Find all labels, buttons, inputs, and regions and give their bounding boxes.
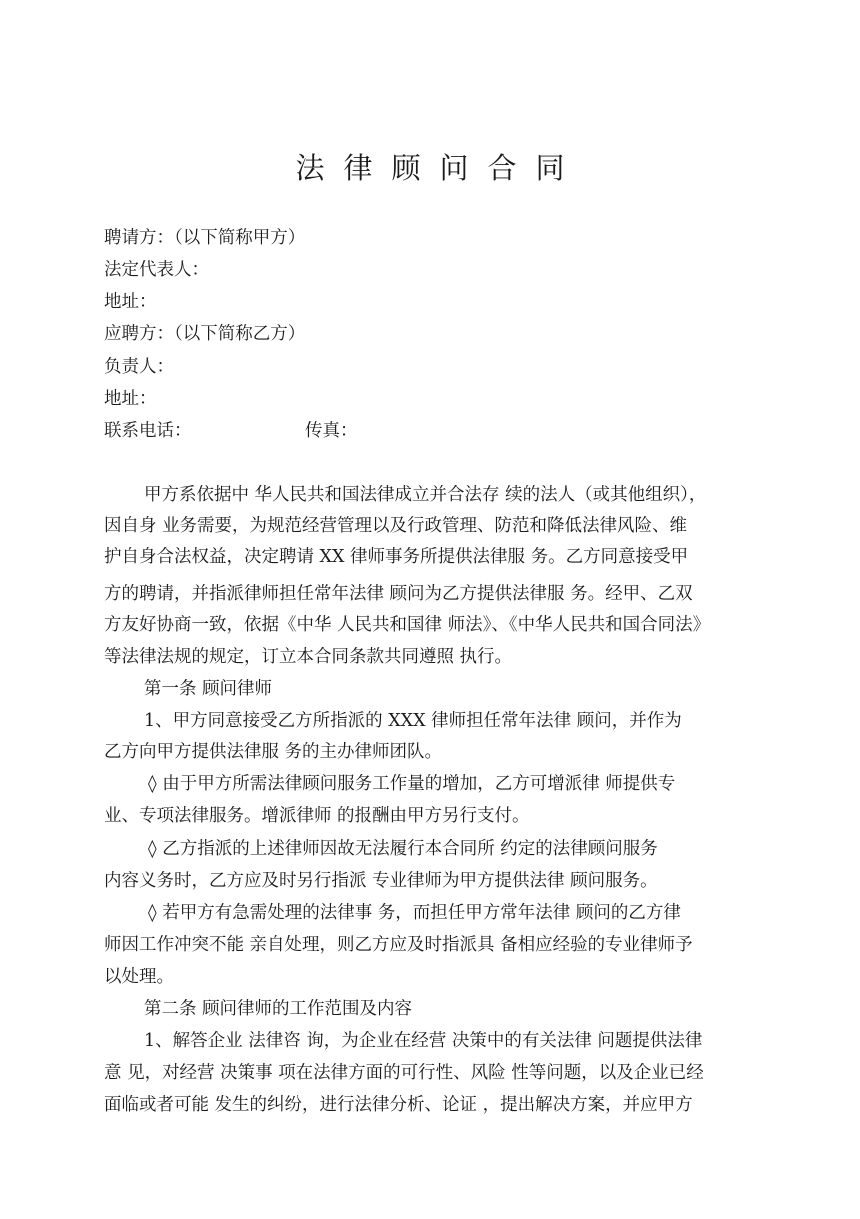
employer-line: 聘请方：（以下简称甲方）: [104, 228, 306, 248]
body-line: 以处理。: [104, 967, 174, 987]
contact-line: [104, 419, 358, 443]
body-line: 方友好协商一致，依据《中华 人民共和国律 师法》、《中华人民共和国合同法》: [104, 615, 711, 635]
bullet-line: ◊ 若甲方有急需处理的法律事 务，而担任甲方常年法律 顾问的乙方律: [148, 903, 681, 923]
body-line: 因自身 业务需要，为规范经营管理以及行政管理、防范和降低法律风险、维: [104, 516, 688, 536]
fax-label: 传真：: [305, 421, 358, 441]
bullet-line: ◊ 乙方指派的上述律师因故无法履行本合同所 约定的法律顾问服务: [148, 839, 658, 859]
page-title: 法律顾问合同: [295, 151, 584, 185]
body-line: 业、专项法律服务。增派律师 的报酬由甲方另行支付。: [104, 806, 530, 826]
bullet-line: ◊ 由于甲方所需法律顾问服务工作量的增加，乙方可增派律 师提供专: [148, 774, 676, 794]
body-line: 等法律法规的规定，订立本合同条款共同遵照 执行。: [104, 647, 513, 667]
body-line: 护自身合法权益，决定聘请 XX 律师事务所提供法律服 务。乙方同意接受甲: [104, 547, 689, 567]
body-line: 乙方向甲方提供法律服 务的主办律师团队。: [104, 742, 443, 762]
legal-representative-line: 法定代表人：: [104, 260, 209, 280]
body-line: 方的聘请，并指派律师担任常年法律 顾问为乙方提供法律服 务。经甲、乙双: [104, 584, 693, 604]
body-line: 面临或者可能 发生的纠纷，进行法律分析、论证 ，提出解决方案，并应甲方: [104, 1095, 693, 1115]
employee-address-line: 地址：: [104, 389, 157, 409]
body-line: 师因工作冲突不能 亲自处理，则乙方应及时指派具 备相应经验的专业律师予: [104, 935, 693, 955]
person-in-charge-line: 负责人：: [104, 357, 174, 377]
employee-line: 应聘方：（以下简称乙方）: [104, 324, 306, 344]
body-line: 1、甲方同意接受乙方所指派的 XXX 律师担任常年法律 顾问，并作为: [144, 711, 682, 731]
body-line: 甲方系依据中 华人民共和国法律成立并合法存 续的法人（或其他组织），: [144, 485, 707, 505]
article-heading: 第一条 顾问律师: [144, 679, 273, 699]
body-line: 内容义务时，乙方应及时另行指派 专业律师为甲方提供法律 顾问服务。: [104, 871, 658, 891]
body-line: 1、解答企业 法律咨 询，为企业在经营 决策中的有关法律 问题提供法律: [144, 1031, 703, 1051]
article-heading: 第二条 顾问律师的工作范围及内容: [144, 999, 413, 1019]
employer-address-line: 地址：: [104, 292, 157, 312]
body-line: 意 见，对经营 决策事 项在法律方面的可行性、风险 性等问题，以及企业已经: [104, 1063, 704, 1083]
phone-label: 联系电话：: [104, 421, 192, 441]
